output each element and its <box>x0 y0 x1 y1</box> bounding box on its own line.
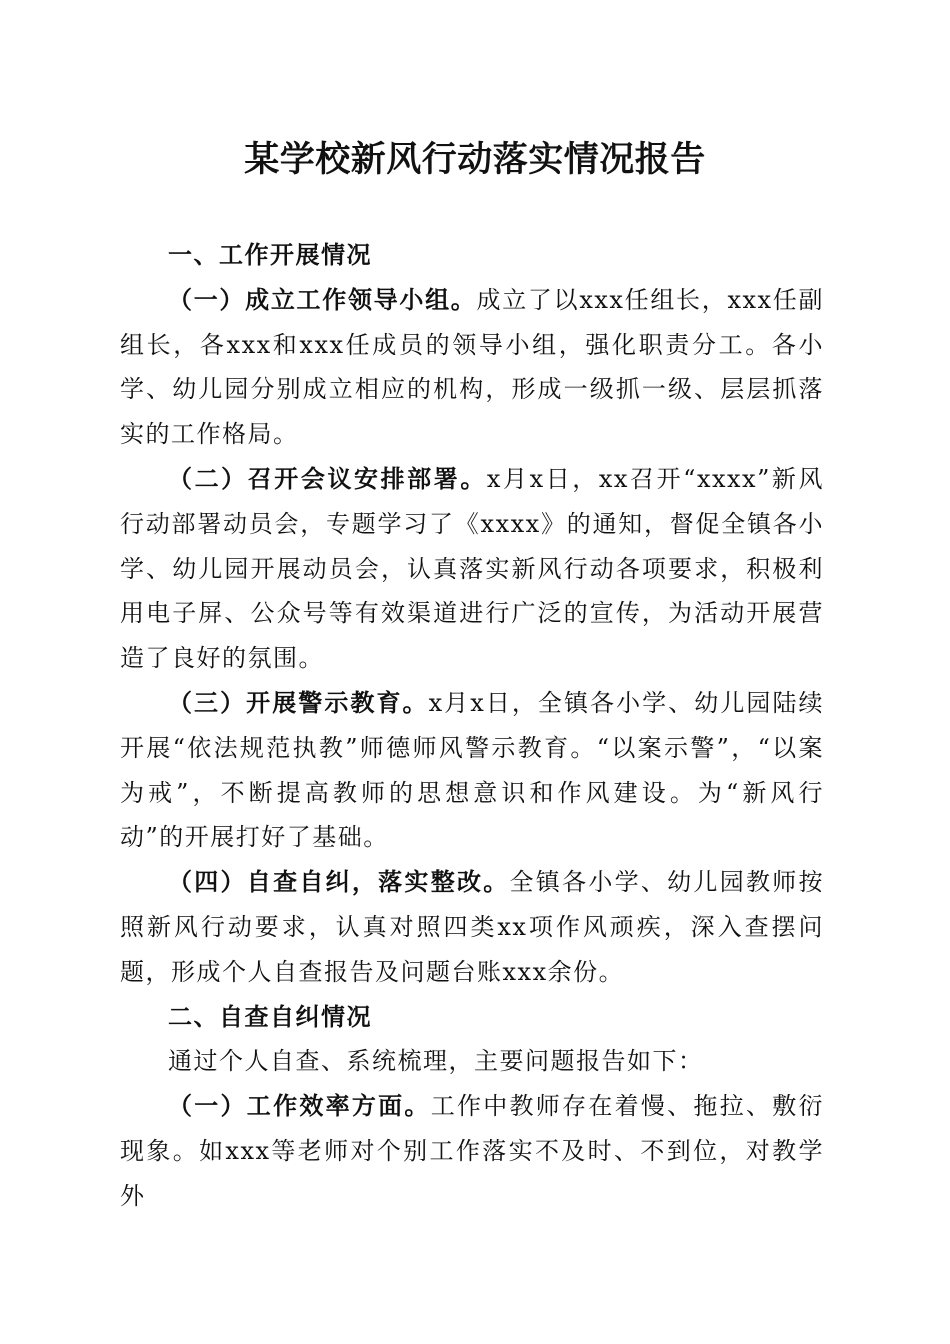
paragraph-lead: （二）召开会议安排部署。 <box>168 463 487 493</box>
section-heading-work-progress: 一、工作开展情况 <box>168 241 372 269</box>
paragraph-text: x月x日，xx召开“xxxx”新风行动部署动员会，专题学习了《xxxx》的通知，督促全镇各小学、幼儿园开展动员会，认真落实新风行动各项要求，积极利用电子屏、公众号等有效渠道进行广泛的宣传，为活动开展营造了良好的氛围。 <box>120 464 825 673</box>
paragraph-text: 成立了以xxx任组长，xxx任副组长，各xxx和xxx任成员的领导小组，强化职责分工。各小学、幼儿园分别成立相应的机构，形成一级抓一级、层层抓落实的工作格局。 <box>120 285 824 449</box>
paragraph-intro: 通过个人自查、系统梳理，主要问题报告如下： <box>168 1047 704 1076</box>
paragraph-lead: （四）自查自纠，落实整改。 <box>168 867 510 897</box>
paragraph-text: 全镇各小学、幼儿园教师按照新风行动要求，认真对照四类xx项作风顽疾，深入查摆问题，形成个人自查报告及问题台账xxx余份。 <box>120 868 825 986</box>
paragraph-leadership-group <box>120 278 824 457</box>
paragraph-text: x月x日，全镇各小学、幼儿园陆续开展“依法规范执教”师德师风警示教育。“以案示警”，“以案为戒”，不断提高教师的思想意识和作风建设。为“新风行动”的开展打好了基础。 <box>120 688 825 852</box>
paragraph-warning-education <box>120 681 824 860</box>
paragraph-meeting-deployment <box>120 457 824 681</box>
section-heading-self-correction: 二、自查自纠情况 <box>168 1002 372 1031</box>
paragraph-self-inspection <box>120 860 824 994</box>
paragraph-work-efficiency <box>120 1084 824 1218</box>
paragraph-lead: （一）成立工作领导小组。 <box>168 284 477 314</box>
document-body <box>120 233 824 1219</box>
paragraph-text: 工作中教师存在着慢、拖拉、敷衍现象。如xxx等老师对个别工作落实不及时、不到位，对教学外 <box>120 1092 825 1210</box>
paragraph-lead: （一）工作效率方面。 <box>168 1091 431 1121</box>
document-title: 某学校新风行动落实情况报告 <box>244 139 706 180</box>
paragraph-lead: （三）开展警示教育。 <box>168 687 429 717</box>
